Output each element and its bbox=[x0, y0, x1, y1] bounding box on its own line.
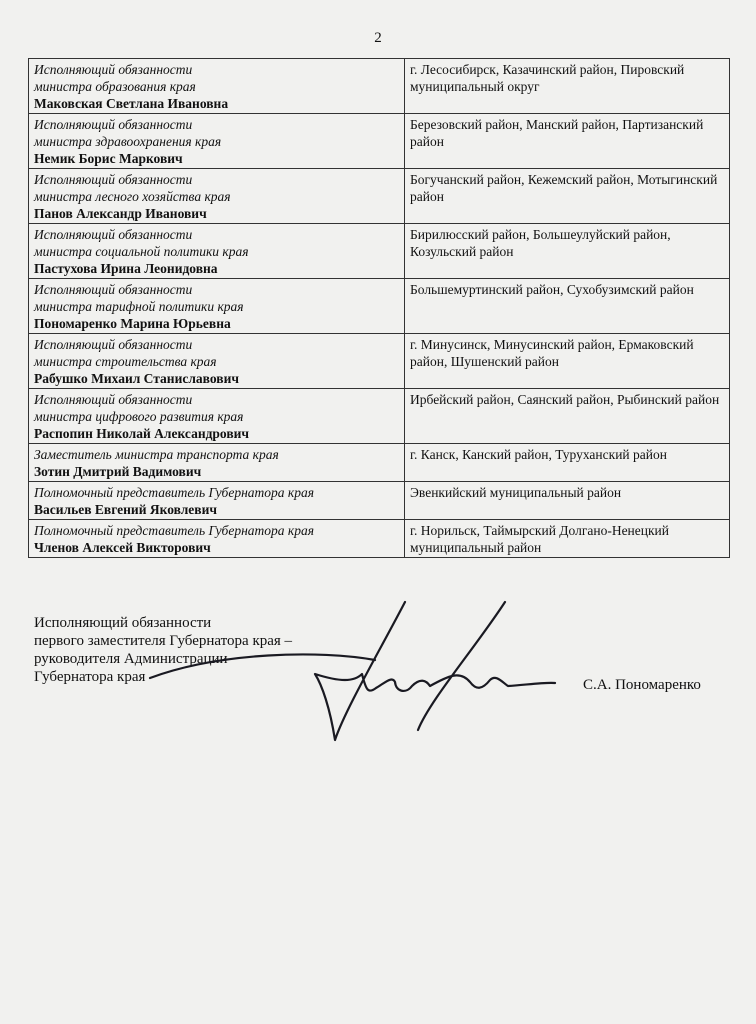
table-row bbox=[29, 279, 730, 334]
districts-cell bbox=[405, 224, 730, 279]
districts-cell bbox=[405, 389, 730, 444]
officials-table bbox=[28, 58, 730, 558]
person-cell bbox=[29, 482, 405, 520]
official-role: Исполняющий обязанности министра тарифной политики края bbox=[34, 282, 244, 314]
districts-text: г. Норильск, Таймырский Долгано-Ненецкий муниципальный район bbox=[410, 523, 670, 555]
districts-text: г. Лесосибирск, Казачинский район, Пировский муниципальный округ bbox=[410, 62, 685, 94]
districts-text: Бирилюсский район, Большеулуйский район, Козульский район bbox=[410, 227, 671, 259]
table-row bbox=[29, 224, 730, 279]
person-cell bbox=[29, 59, 405, 114]
districts-text: Ирбейский район, Саянский район, Рыбинский район bbox=[410, 392, 720, 407]
official-name: Зотин Дмитрий Вадимович bbox=[34, 464, 202, 479]
official-role: Исполняющий обязанности министра социальной политики края bbox=[34, 227, 249, 259]
districts-cell bbox=[405, 334, 730, 389]
person-cell bbox=[29, 114, 405, 169]
person-cell bbox=[29, 444, 405, 482]
official-role: Исполняющий обязанности министра строительства края bbox=[34, 337, 217, 369]
table-row bbox=[29, 59, 730, 114]
person-cell bbox=[29, 224, 405, 279]
page-number: 2 bbox=[374, 30, 382, 46]
person-cell bbox=[29, 334, 405, 389]
official-role: Полномочный представитель Губернатора края bbox=[34, 523, 314, 538]
official-role: Полномочный представитель Губернатора края bbox=[34, 485, 314, 500]
districts-cell bbox=[405, 169, 730, 224]
official-name: Васильев Евгений Яковлевич bbox=[34, 502, 217, 517]
table-row bbox=[29, 169, 730, 224]
official-name: Распопин Николай Александрович bbox=[34, 426, 250, 441]
official-role: Исполняющий обязанности министра цифрового развития края bbox=[34, 392, 244, 424]
table-row bbox=[29, 444, 730, 482]
person-cell bbox=[29, 389, 405, 444]
official-role: Заместитель министра транспорта края bbox=[34, 447, 279, 462]
official-role: Исполняющий обязанности министра здравоохранения края bbox=[34, 117, 222, 149]
official-name: Панов Александр Иванович bbox=[34, 206, 207, 221]
districts-text: Березовский район, Манский район, Партизанский район bbox=[410, 117, 704, 149]
official-name: Членов Алексей Викторович bbox=[34, 540, 211, 555]
districts-text: Большемуртинский район, Сухобузимский район bbox=[410, 282, 694, 297]
handwritten-signature bbox=[130, 590, 570, 750]
districts-cell bbox=[405, 444, 730, 482]
districts-cell bbox=[405, 520, 730, 558]
person-cell bbox=[29, 279, 405, 334]
official-name: Пастухова Ирина Леонидовна bbox=[34, 261, 218, 276]
signer-position: Исполняющий обязанности первого заместителя Губернатора края – руководителя Администрации Губернатора края bbox=[34, 615, 293, 685]
districts-cell bbox=[405, 482, 730, 520]
districts-text: Эвенкийский муниципальный район bbox=[410, 485, 622, 500]
person-cell bbox=[29, 520, 405, 558]
person-cell bbox=[29, 169, 405, 224]
official-role: Исполняющий обязанности министра лесного хозяйства края bbox=[34, 172, 231, 204]
districts-text: Богучанский район, Кежемский район, Мотыгинский район bbox=[410, 172, 718, 204]
signer-name: С.А. Пономаренко bbox=[583, 677, 701, 693]
districts-text: г. Минусинск, Минусинский район, Ермаковский район, Шушенский район bbox=[410, 337, 694, 369]
districts-text: г. Канск, Канский район, Туруханский район bbox=[410, 447, 667, 462]
districts-cell bbox=[405, 59, 730, 114]
table-row bbox=[29, 520, 730, 558]
official-name: Маковская Светлана Ивановна bbox=[34, 96, 229, 111]
table-row bbox=[29, 114, 730, 169]
table-row bbox=[29, 389, 730, 444]
official-name: Рабушко Михаил Станиславович bbox=[34, 371, 239, 386]
table-row bbox=[29, 334, 730, 389]
table-row bbox=[29, 482, 730, 520]
districts-cell bbox=[405, 279, 730, 334]
official-name: Пономаренко Марина Юрьевна bbox=[34, 316, 231, 331]
official-name: Немик Борис Маркович bbox=[34, 151, 183, 166]
official-role: Исполняющий обязанности министра образования края bbox=[34, 62, 196, 94]
districts-cell bbox=[405, 114, 730, 169]
